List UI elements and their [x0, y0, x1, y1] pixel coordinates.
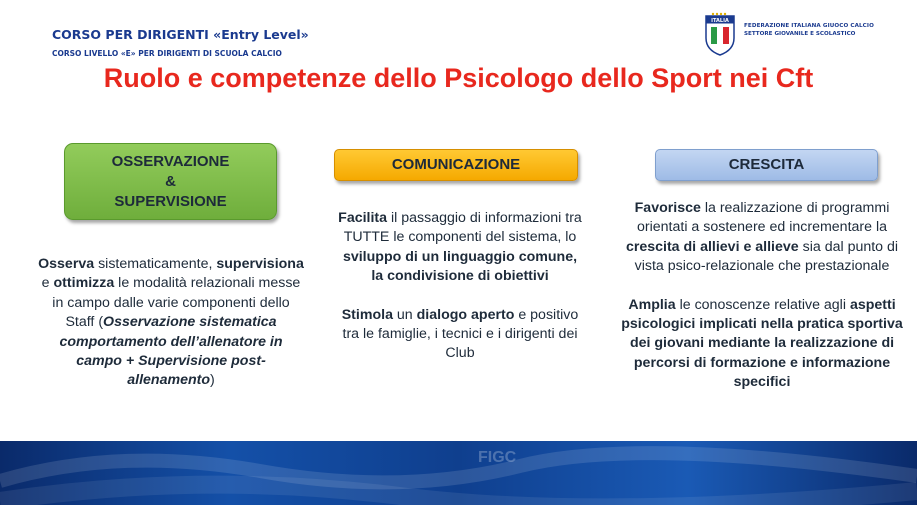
observation-text — [36, 255, 306, 391]
text: il passaggio di informazioni tra TUTTE le componenti del sistema, lo — [343, 210, 582, 246]
text-bold: crescita di allievi e allieve — [625, 238, 799, 255]
box1-line2: & — [165, 172, 176, 190]
growth-text — [618, 199, 906, 393]
text-bold: Amplia — [628, 296, 676, 313]
figc-shield-logo — [703, 12, 737, 56]
text: un — [392, 306, 417, 323]
text-italic: Osservazione sistematica comportamento dell’allenatore in campo + Supervisione post-allenamento — [59, 314, 283, 389]
text: la realizzazione di programmi orientati a sostenere ed incrementare la — [637, 200, 890, 236]
text: sia dal punto di vista psico-relazionale che prestazionale — [634, 238, 899, 275]
communication-paragraph-1 — [337, 209, 583, 287]
text: e positivo tra le famiglie, i tecnici e i dirigenti dei Club — [342, 306, 579, 362]
paragraph-gap — [618, 277, 906, 296]
footer-decoration — [0, 441, 917, 505]
text: sistematicamente, — [94, 256, 217, 272]
footer-banner — [0, 441, 917, 505]
box-growth: CRESCITA — [655, 149, 878, 181]
federation-sector: SETTORE GIOVANILE E SCOLASTICO — [744, 31, 856, 37]
text-bold: ottimizza — [53, 275, 115, 292]
text: ) — [210, 372, 215, 389]
text-bold: Stimola — [341, 306, 393, 323]
federation-name: FEDERAZIONE ITALIANA GIUOCO CALCIO — [744, 23, 874, 29]
text: e — [41, 275, 54, 292]
course-subtitle: CORSO LIVELLO «E» PER DIRIGENTI DI SCUOLA CALCIO — [52, 49, 282, 58]
logo-text: ITALIA — [711, 18, 729, 25]
text-bold: Facilita — [338, 210, 388, 226]
figc-watermark: FIGC — [478, 449, 517, 466]
text-bold: aspetti psicologici implicati nella pratica sportiva dei giovani mediante la realizzazione di percorsi di formazione e informazione specifici — [621, 296, 903, 391]
text-bold: Osserva — [38, 256, 95, 272]
box-observation-supervision — [64, 143, 277, 220]
box1-line3: SUPERVISIONE — [114, 192, 227, 210]
course-title: CORSO PER DIRIGENTI «Entry Level» — [52, 27, 309, 42]
paragraph-gap — [337, 287, 583, 306]
communication-paragraph-2 — [337, 306, 583, 364]
text-bold: dialogo aperto — [416, 306, 515, 323]
communication-text — [337, 209, 583, 364]
growth-paragraph-2 — [618, 296, 906, 393]
text-bold: supervisiona — [216, 256, 304, 272]
text-bold: sviluppo di un linguaggio comune, la condivisione di obiettivi — [342, 248, 578, 285]
box1-line1: OSSERVAZIONE — [111, 152, 230, 170]
box-communication: COMUNICAZIONE — [334, 149, 578, 181]
text-bold: Favorisce — [634, 200, 701, 216]
growth-paragraph-1 — [618, 199, 906, 277]
text: le modalità relazionali messe in campo dalle varie componenti dello Staff ( — [52, 275, 301, 331]
text: le conoscenze relative agli — [675, 296, 850, 313]
slide-title: Ruolo e competenze dello Psicologo dello Sport nei Cft — [103, 63, 814, 93]
